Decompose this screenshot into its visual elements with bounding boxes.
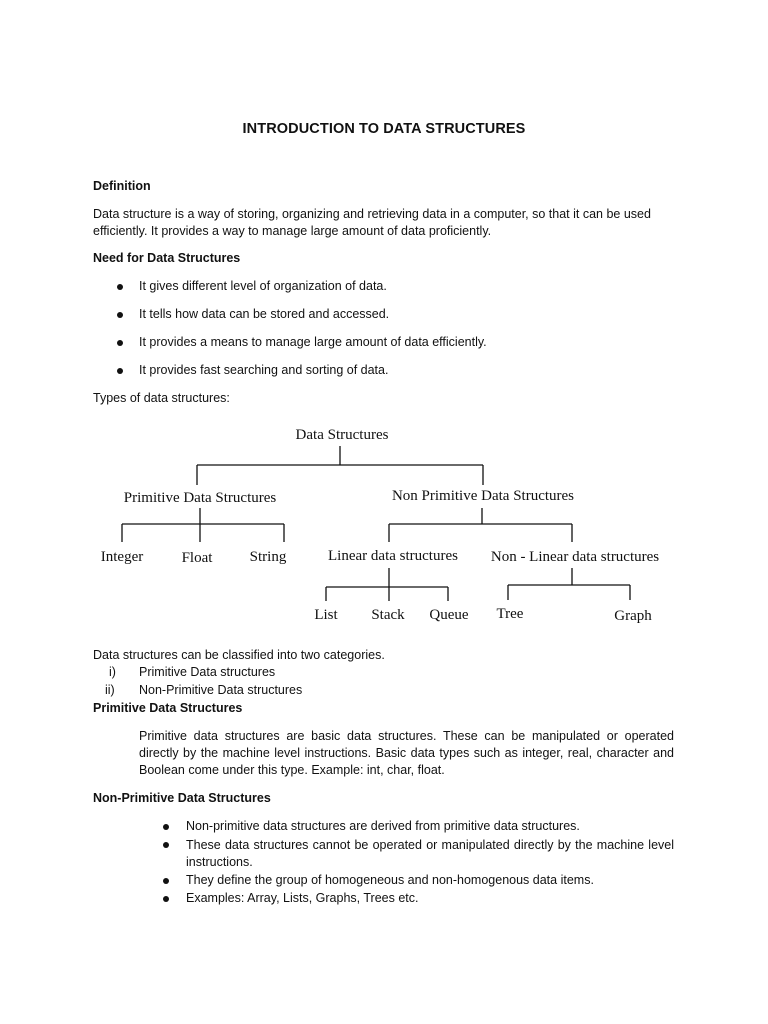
- bullet-dot: [163, 824, 169, 830]
- need-heading: Need for Data Structures: [93, 251, 241, 265]
- definition-text: Data structure is a way of storing, organizing and retrieving data in a computer, so that it can be used efficiently. It provides a way to manage large amount of data proficiently.: [93, 207, 651, 238]
- bullet-dot: [163, 878, 169, 884]
- node-float: Float: [181, 550, 213, 566]
- classification-marker: ii): [105, 683, 115, 697]
- node-data-structures: Data Structures: [295, 427, 389, 443]
- node-non-primitive: Non Primitive Data Structures: [391, 488, 575, 504]
- bullet-dot: [117, 340, 123, 346]
- node-list: List: [314, 607, 338, 623]
- need-item: It tells how data can be stored and accessed.: [139, 307, 390, 321]
- node-stack: Stack: [371, 607, 405, 623]
- non-primitive-item: Examples: Array, Lists, Graphs, Trees etc.: [186, 891, 419, 905]
- need-item: It provides fast searching and sorting of data.: [139, 363, 389, 377]
- bullet-dot: [117, 284, 123, 290]
- primitive-heading: Primitive Data Structures: [93, 701, 243, 715]
- need-item: It provides a means to manage large amount of data efficiently.: [139, 335, 487, 349]
- types-label: Types of data structures:: [93, 391, 230, 405]
- node-string: String: [249, 549, 287, 565]
- page-title: INTRODUCTION TO DATA STRUCTURES: [242, 121, 526, 137]
- non-primitive-item: Non-primitive data structures are derived from primitive data structures.: [186, 819, 580, 833]
- node-non-linear: Non - Linear data structures: [490, 549, 660, 565]
- non-primitive-item: These data structures cannot be operated or manipulated directly by the machine level instructions.: [186, 838, 674, 869]
- node-integer: Integer: [100, 549, 144, 565]
- data-structures-diagram: [80, 418, 690, 630]
- classification-item: Non-Primitive Data structures: [139, 683, 303, 697]
- definition-heading: Definition: [93, 179, 151, 193]
- bullet-dot: [163, 896, 169, 902]
- node-primitive: Primitive Data Structures: [123, 490, 277, 506]
- classification-intro: Data structures can be classified into two categories.: [93, 648, 385, 662]
- non-primitive-heading: Non-Primitive Data Structures: [93, 791, 271, 805]
- classification-item: Primitive Data structures: [139, 665, 276, 679]
- bullet-dot: [117, 312, 123, 318]
- bullet-dot: [117, 368, 123, 374]
- node-queue: Queue: [429, 607, 469, 623]
- need-item: It gives different level of organization of data.: [139, 279, 387, 293]
- node-tree: Tree: [496, 606, 524, 622]
- node-linear: Linear data structures: [328, 548, 458, 564]
- non-primitive-item: They define the group of homogeneous and non-homogenous data items.: [186, 873, 594, 887]
- classification-marker: i): [109, 665, 116, 679]
- bullet-dot: [163, 842, 169, 848]
- node-graph: Graph: [614, 608, 652, 624]
- primitive-text: Primitive data structures are basic data structures. These can be manipulated or operated directly by the machine level instructions. Basic data types such as integer, real, character and Boolean come under this type. Example: int, char, float.: [139, 729, 674, 777]
